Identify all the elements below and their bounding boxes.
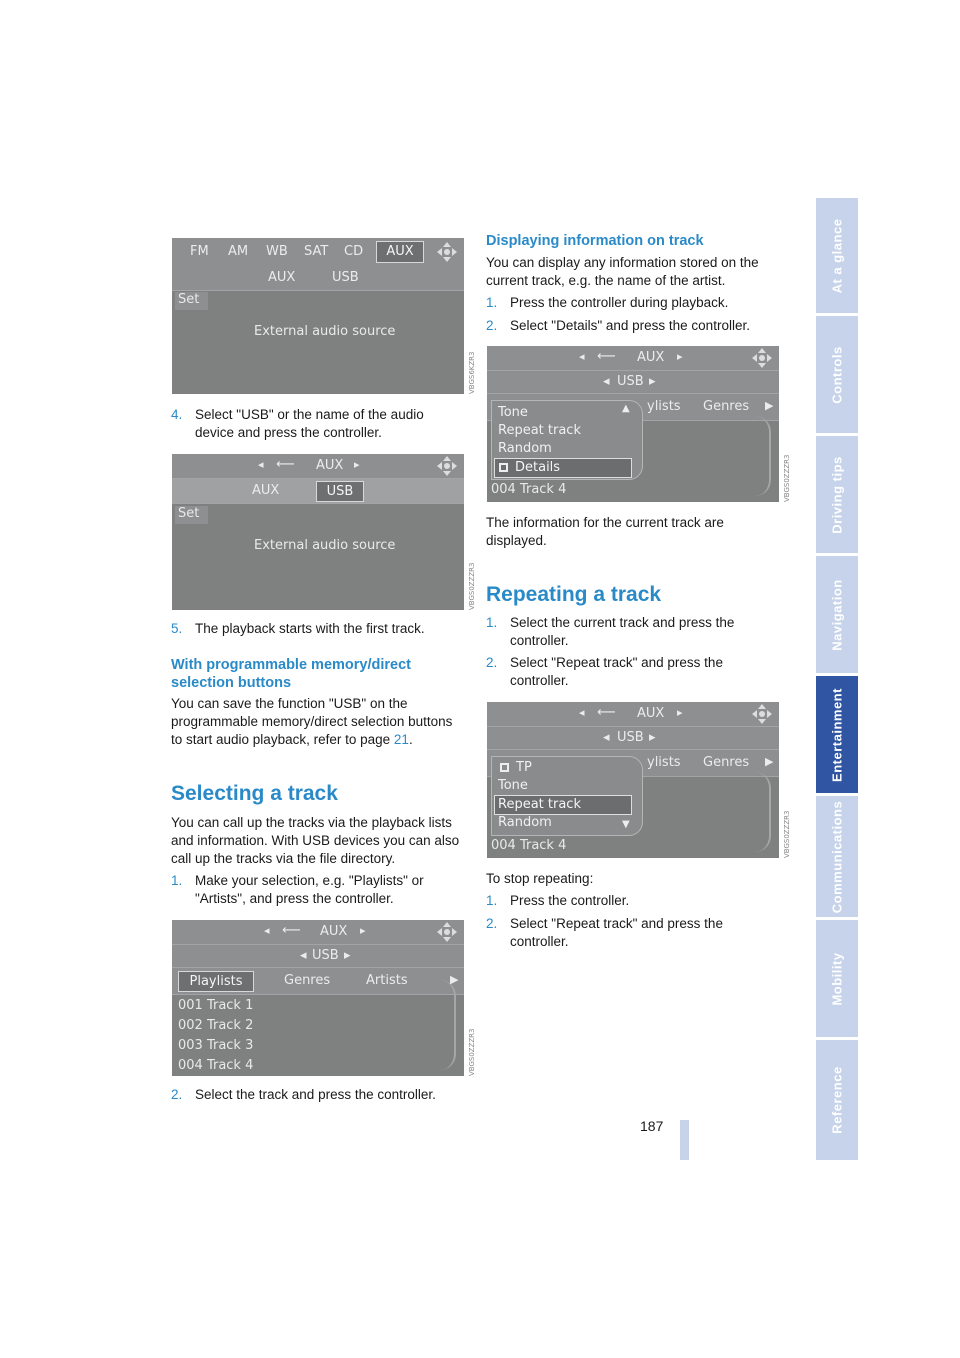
menu-item-random[interactable]: Random (498, 441, 552, 456)
current-track: 004 Track 4 (491, 482, 567, 497)
checkbox-icon (500, 763, 509, 772)
list-tabs: ylists Genres ▶ (487, 750, 779, 777)
image-code: VBGS6KZR3 (468, 351, 476, 394)
stop-repeating-label: To stop repeating: (486, 871, 594, 886)
band-row: FM AM WB SAT CD AUX (172, 238, 464, 267)
menu-item-repeat-track[interactable]: Repeat track (498, 423, 581, 438)
heading-selecting-track: Selecting a track (171, 782, 338, 805)
checkbox-icon (499, 463, 508, 472)
page-link[interactable]: 21 (393, 732, 409, 747)
selecting-paragraph: You can call up the tracks via the playback lists and information. With USB devices you can also call up the tracks via the file directory. (171, 815, 460, 866)
context-menu: Tone ▲ Repeat track Random Details (491, 400, 643, 480)
sub-row: AUX USB (172, 266, 464, 291)
top-row: ◂ ⟵ AUX ▸ (172, 454, 464, 479)
scroll-arc (755, 772, 771, 852)
sub-row: ◂ USB ▸ (487, 727, 779, 750)
heading-repeating-track: Repeating a track (486, 583, 662, 606)
controller-icon (436, 241, 458, 263)
screen-repeat-menu (487, 702, 779, 858)
controller-icon (436, 921, 458, 943)
details-highlight[interactable]: Details (494, 458, 632, 478)
current-track: 004 Track 4 (491, 838, 567, 853)
context-menu: TP Tone Repeat track Random ▼ (491, 756, 643, 836)
details-result-paragraph: The information for the current track are displayed. (486, 515, 724, 548)
list-item: 001 Track 1 (178, 998, 254, 1013)
tab-at-a-glance[interactable]: At a glance (816, 198, 858, 313)
repeat-track-highlight[interactable]: Repeat track (494, 795, 632, 815)
menu-item-tone[interactable]: Tone (498, 405, 528, 420)
screen-aux-source (172, 238, 464, 394)
image-code: VBGS0ZZZR3 (468, 1028, 476, 1076)
memory-paragraph: You can save the function "USB" on the programmable memory/direct selection buttons to start audio playback, refer to page 21. (171, 696, 453, 747)
screen-track-list (172, 920, 464, 1076)
list-item: 003 Track 3 (178, 1038, 254, 1053)
tab-controls[interactable]: Controls (816, 316, 858, 433)
tab-navigation[interactable]: Navigation (816, 556, 858, 673)
tab-mobility[interactable]: Mobility (816, 920, 858, 1037)
menu-item-tone[interactable]: Tone (498, 778, 528, 793)
heading-memory-buttons: With programmable memory/direct selection buttons (171, 657, 411, 691)
usb-selected: USB (316, 481, 364, 502)
caption: External audio source (254, 324, 396, 339)
top-row: ◂ ⟵ AUX ▸ (487, 346, 779, 371)
controller-icon (751, 703, 773, 725)
scroll-arc (440, 980, 456, 1070)
top-row: ◂ ⟵ AUX ▸ (172, 920, 464, 945)
display-paragraph: You can display any information stored on the current track, e.g. the name of the artist. (486, 255, 759, 288)
image-code: VBGS0ZZZR3 (783, 454, 791, 502)
screen-usb-select (172, 454, 464, 610)
caption: External audio source (254, 538, 396, 553)
list-item: 004 Track 4 (178, 1058, 254, 1073)
list-item: 002 Track 2 (178, 1018, 254, 1033)
sub-row: ◂ USB ▸ (487, 371, 779, 394)
heading-display-info: Displaying information on track (486, 233, 704, 249)
list-tabs: Playlists Genres Artists ▶ (172, 968, 464, 995)
menu-item-random[interactable]: Random (498, 815, 552, 830)
page-number: 187 (640, 1118, 664, 1134)
playlists-selected: Playlists (178, 971, 254, 992)
screen-details-menu (487, 346, 779, 502)
top-row: ◂ ⟵ AUX ▸ (487, 702, 779, 727)
controller-icon (436, 455, 458, 477)
set-button: Set (175, 506, 208, 524)
tab-entertainment[interactable]: Entertainment (816, 676, 858, 793)
tab-driving-tips[interactable]: Driving tips (816, 436, 858, 553)
image-code: VBGS0ZZZR3 (468, 562, 476, 610)
controller-icon (751, 347, 773, 369)
sub-row: AUX USB (172, 479, 464, 504)
menu-item-tp[interactable]: TP (516, 760, 532, 775)
tab-reference[interactable]: Reference (816, 1040, 858, 1160)
sub-row: ◂ USB ▸ (172, 945, 464, 968)
set-button: Set (175, 292, 208, 310)
scroll-arc (755, 416, 771, 496)
tab-communications[interactable]: Communications (816, 796, 858, 917)
image-code: VBGS0ZZZR3 (783, 810, 791, 858)
page-marker (680, 1120, 689, 1160)
list-tabs: ylists Genres ▶ (487, 394, 779, 421)
aux-selected: AUX (376, 241, 424, 263)
